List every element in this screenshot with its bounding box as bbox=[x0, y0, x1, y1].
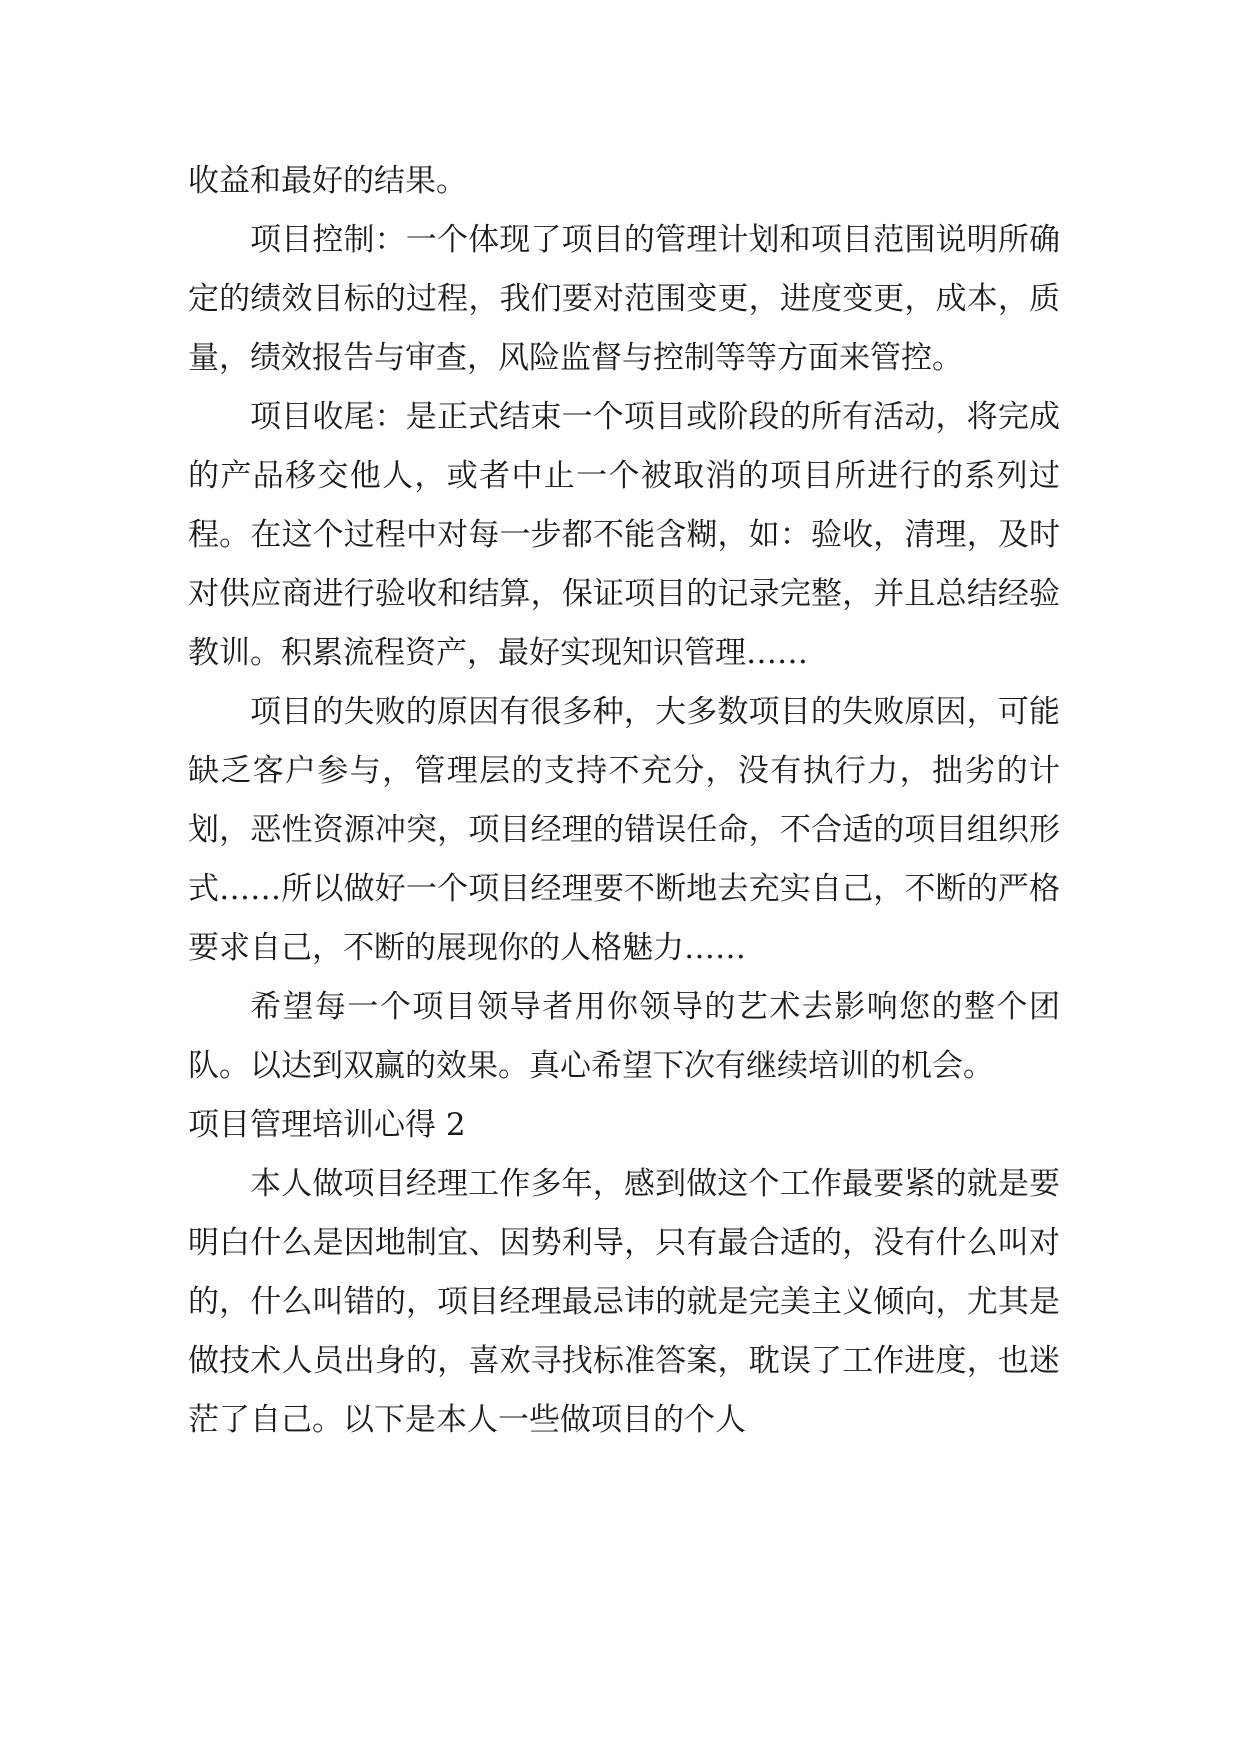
paragraph-project-closing: 项目收尾：是正式结束一个项目或阶段的所有活动，将完成的产品移交他人，或者中止一个被取消的项目所进行的系列过程。在这个过程中对每一步都不能含糊，如：验收，清理，及时对供应商进行验收和结算，保证项目的记录完整，并且总结经验教训。积累流程资产，最好实现知识管理…… bbox=[188, 399, 1060, 671]
paragraph-project-control: 项目控制：一个体现了项目的管理计划和项目范围说明所确定的绩效目标的过程，我们要对范围变更，进度变更，成本，质量，绩效报告与审查，风险监督与控制等等方面来管控。 bbox=[188, 222, 1060, 376]
document-body bbox=[188, 152, 1060, 1450]
paragraph-experience: 本人做项目经理工作多年，感到做这个工作最要紧的就是要明白什么是因地制宜、因势利导，只有最合适的，没有什么叫对的，什么叫错的，项目经理最忌讳的就是完美主义倾向，尤其是做技术人员出身的，喜欢寻找标准答案，耽误了工作进度，也迷茫了自己。以下是本人一些做项目的个人 bbox=[188, 1166, 1060, 1438]
paragraph-continuation: 收益和最好的结果。 bbox=[188, 163, 467, 199]
section-heading: 项目管理培训心得 2 bbox=[188, 1107, 466, 1143]
paragraph-hope: 希望每一个项目领导者用你领导的艺术去影响您的整个团队。以达到双赢的效果。真心希望下次有继续培训的机会。 bbox=[188, 989, 1060, 1084]
paragraph-failure-reasons: 项目的失败的原因有很多种，大多数项目的失败原因，可能缺乏客户参与，管理层的支持不充分，没有执行力，拙劣的计划，恶性资源冲突，项目经理的错误任命，不合适的项目组织形式……所以做好一个项目经理要不断地去充实自己，不断的严格要求自己，不断的展现你的人格魅力…… bbox=[188, 694, 1060, 966]
